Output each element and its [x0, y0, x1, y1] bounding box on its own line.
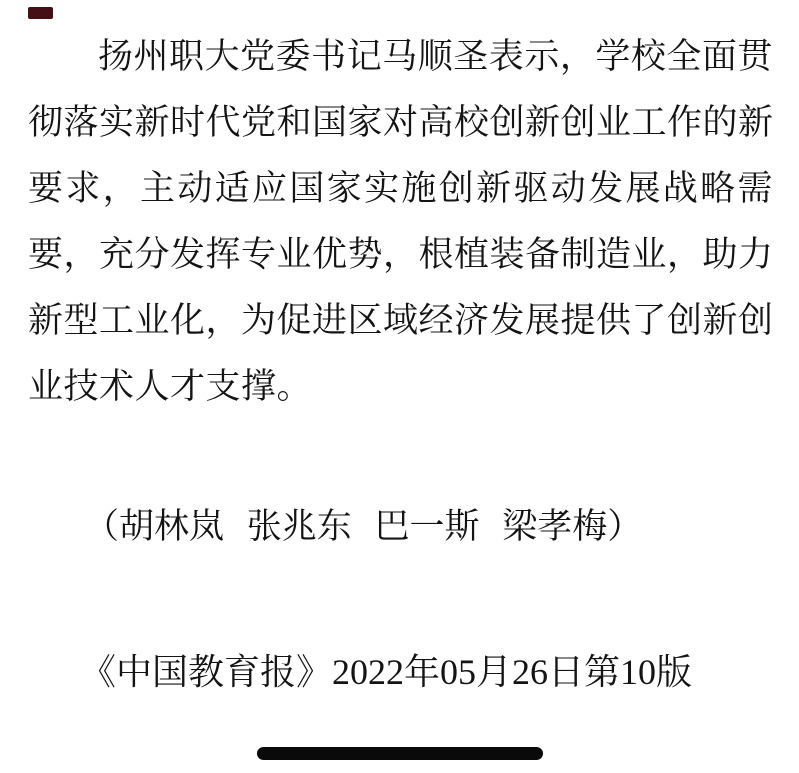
paragraph-line: 业技术人才支撑。	[28, 367, 313, 406]
red-corner-mark	[28, 7, 53, 19]
paragraph-line: 彻落实新时代党和国家对高校创新创业工作的新	[28, 103, 774, 142]
paragraph-line: 要求，主动适应国家实施创新驱动发展战略需	[28, 169, 773, 208]
paragraph-line: 要，充分发挥专业优势，根植装备制造业，助力	[28, 235, 774, 274]
author-byline: （胡林岚 张兆东 巴一斯 梁孝梅）	[84, 507, 643, 546]
paragraph-line: 新型工业化，为促进区域经济发展提供了创新创	[28, 301, 774, 340]
publication-source: 《中国教育报》2022年05月26日第10版	[80, 652, 693, 692]
paragraph-line: 扬州职大党委书记马顺圣表示，学校全面贯	[98, 37, 773, 76]
home-indicator-bar[interactable]	[257, 747, 543, 760]
